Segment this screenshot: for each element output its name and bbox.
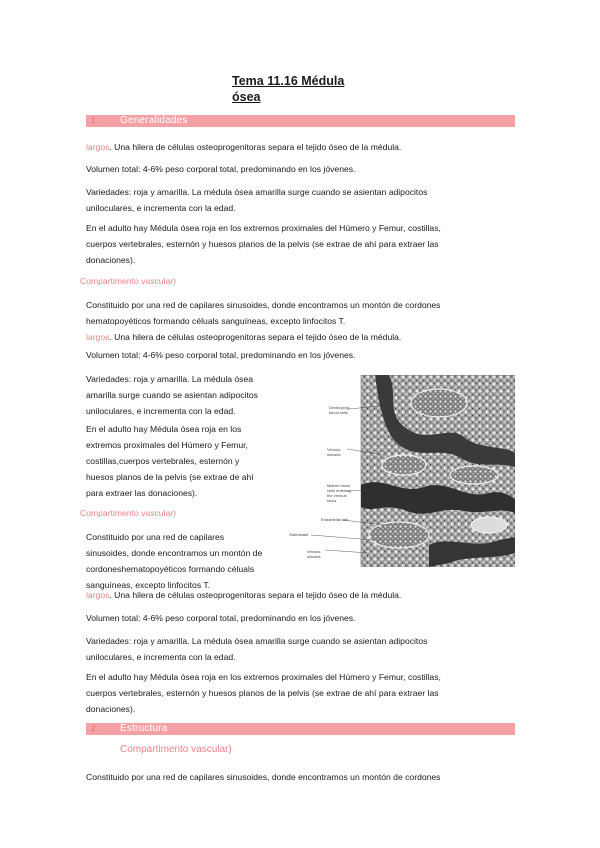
title-line-2: ósea bbox=[232, 90, 261, 104]
label-venous: Venous sinuses bbox=[327, 447, 341, 457]
paragraph-largos: largos. Una hilera de células osteoprogenitoras separa el tejido óseo de la médula. bbox=[86, 142, 402, 152]
subheading-compartimento-2: Compartimento vascular) bbox=[80, 508, 176, 518]
section-number: 2. bbox=[91, 724, 98, 733]
page-title bbox=[232, 73, 344, 105]
section-heading-generalidades bbox=[86, 115, 515, 127]
section-title: Generalidades bbox=[120, 115, 188, 126]
paragraph-volumen-3: Volumen total: 4-6% peso corporal total, predominando en los jóvenes. bbox=[86, 613, 356, 623]
paragraph-adulto: En el adulto hay Médula ósea roja en los extremos proximales del Húmero y Femur, costillas, cuerpos vertebrales, esternón y huesos planos de la pelvis (se extrae de ahí para extraer las donaciones). bbox=[86, 223, 441, 265]
title-line-1: Tema 11.16 Médula bbox=[232, 74, 345, 88]
paragraph-volumen-2: Volumen total: 4-6% peso corporal total, predominando en los jóvenes. bbox=[86, 350, 356, 360]
label-venous-2: Venous sinuses bbox=[307, 549, 321, 559]
paragraph-constituido: Constituido por una red de capilares sinusoides, donde encontramos un montón de cordones hematopoyéticos formando céluals sanguíneas, excepto linfocitos T. largos. Una hilera de células osteoprogenitoras separa el tejido óseo de la médula. bbox=[86, 300, 441, 342]
subheading-compartimento: Compartimento vascular) bbox=[80, 276, 176, 286]
paragraph-variedades-2: Variedades: roja y amarilla. La médula ósea amarilla surge cuando se asientan adipocitos uniloculares, e incrementa con la edad. bbox=[86, 374, 258, 416]
subheading-compartimento-3: Compartimento vascular) bbox=[120, 744, 232, 755]
paragraph-volumen: Volumen total: 4-6% peso corporal total, predominando en los jóvenes. bbox=[86, 164, 356, 174]
paragraph-adulto-3: En el adulto hay Médula ósea roja en los extremos proximales del Húmero y Femur, costillas, cuerpos vertebrales, esternón y huesos planos de la pelvis (se extrae de ahí para extraer las donaciones). bbox=[86, 672, 441, 714]
section-heading-estructura bbox=[86, 723, 515, 735]
paragraph-adulto-2: En el adulto hay Médula ósea roja en los extremos proximales del Húmero y Femur, costillas,cuerpos vertebrales, esternón y huesos planos de la pelvis (se extrae de ahí para extraer las donaciones). bbox=[86, 424, 254, 498]
label-endothelial: Endothelial cell bbox=[321, 517, 348, 522]
paragraph-largos-3: largos. Una hilera de células osteoprogenitoras separa el tejido óseo de la médula. bbox=[86, 590, 402, 600]
label-osteoblast: Osteoblast bbox=[289, 532, 309, 537]
label-mature: Mature blood cells entering the venous sinus bbox=[327, 483, 351, 503]
paragraph-constituido-2: Constituido por una red de capilares sinusoides, donde encontramos un montón de cordoneshematopoyéticos formando céluals sanguíneas, excepto linfocitos T. bbox=[86, 532, 263, 590]
paragraph-variedades: Variedades: roja y amarilla. La médula ósea amarilla surge cuando se asientan adipocitos uniloculares, e incrementa con la edad. bbox=[86, 187, 428, 213]
label-developing: Developing blood cells bbox=[329, 405, 350, 415]
paragraph-constituido-3: Constituido por una red de capilares sinusoides, donde encontramos un montón de cordones bbox=[86, 772, 441, 782]
paragraph-variedades-3: Variedades: roja y amarilla. La médula ósea amarilla surge cuando se asientan adipocitos uniloculares, e incrementa con la edad. bbox=[86, 636, 428, 662]
bone-marrow-micrograph bbox=[289, 375, 515, 567]
section-title: Estructura bbox=[120, 723, 168, 734]
section-number: 1. bbox=[91, 116, 98, 125]
